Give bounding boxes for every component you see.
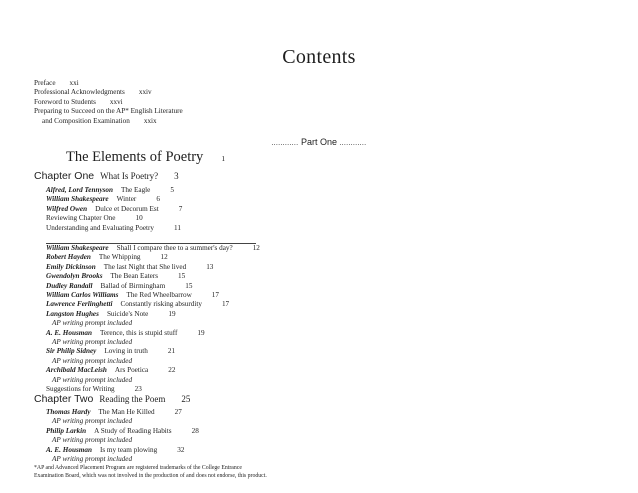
toc-entry — [46, 244, 260, 253]
entry-page: 15 — [178, 272, 186, 281]
entry-page: 19 — [197, 328, 205, 337]
prompt-note: AP writing prompt included — [52, 356, 133, 365]
entry-page: 5 — [170, 186, 174, 194]
entry-author: Emily Dickinson — [46, 262, 96, 271]
front-matter-page: xxix — [143, 116, 157, 125]
entry-author: Alfred, Lord Tennyson — [46, 186, 114, 194]
toc-entry — [46, 427, 199, 436]
entry-title: Dulce et Decorum Est — [95, 204, 159, 213]
toc-entry — [46, 329, 260, 338]
front-matter-item — [34, 88, 183, 97]
entry-page: 6 — [156, 195, 160, 204]
chapter-one-entries-b — [46, 244, 260, 395]
chapter-one-entries-a — [46, 186, 182, 233]
entry-page: 17 — [221, 300, 230, 309]
entry-page: 15 — [185, 281, 193, 290]
toc-entry — [46, 446, 199, 455]
entry-page: 17 — [211, 291, 219, 300]
entry-title: Constantly risking absurdity — [120, 300, 202, 309]
entry-author: Philip Larkin — [46, 426, 87, 435]
entry-page: 22 — [168, 366, 176, 375]
entry-author: Dudley Randall — [46, 281, 93, 290]
front-matter-item — [34, 117, 183, 126]
chapter-one-heading — [34, 170, 179, 182]
chapter-one-label: Chapter One — [34, 170, 95, 182]
entry-title: The Whipping — [98, 253, 141, 262]
front-matter-title: and Composition Examination — [42, 116, 130, 125]
chapter-one-title: What Is Poetry? — [100, 171, 159, 181]
entry-title: Is my team plowing — [99, 445, 158, 454]
entry-page: 12 — [160, 253, 168, 262]
front-matter-title: Preface — [34, 79, 56, 87]
entry-page: 12 — [252, 244, 260, 252]
front-matter-title: Foreword to Students — [34, 97, 96, 106]
entry-author: A. E. Housman — [46, 328, 92, 337]
prompt-note: AP writing prompt included — [52, 338, 133, 347]
chapter-two-entries — [46, 408, 199, 464]
footnote-line: *AP and Advanced Placement Program are registered trademarks of the College Entrance — [34, 465, 242, 471]
entry-page: 11 — [174, 223, 181, 232]
toc-entry — [46, 366, 260, 375]
entry-page: 10 — [135, 214, 143, 223]
part-dots-left: ............ — [271, 139, 299, 147]
entry-title: The Man He Killed — [98, 408, 155, 416]
front-matter-item — [34, 107, 183, 116]
chapter-two-heading — [34, 393, 190, 405]
entry-author: William Shakespeare — [46, 244, 109, 252]
part-dots-right: ............ — [339, 139, 367, 147]
entry-author: Sir Philip Sidney — [46, 347, 97, 356]
entry-page: 23 — [134, 385, 142, 394]
entry-title: Understanding and Evaluating Poetry — [46, 223, 154, 232]
toc-entry — [46, 291, 260, 300]
chapter-two-label: Chapter Two — [34, 393, 94, 405]
entry-title: Ars Poetica — [114, 366, 149, 375]
entry-title: Suicide's Note — [106, 309, 149, 318]
toc-entry — [46, 195, 182, 204]
toc-entry — [46, 282, 260, 291]
toc-entry — [46, 224, 182, 233]
part-heading — [0, 137, 638, 147]
entry-title: Suggestions for Writing — [46, 385, 115, 394]
footnote — [34, 465, 267, 480]
front-matter-item — [34, 98, 183, 107]
entry-author: Langston Hughes — [46, 309, 99, 318]
chapter-one-page: 3 — [174, 171, 179, 181]
entry-title: Winter — [116, 195, 137, 204]
prompt-note: AP writing prompt included — [52, 375, 133, 384]
entry-author: Lawrence Ferlinghetti — [46, 300, 113, 309]
entry-page: 7 — [178, 204, 183, 213]
prompt-note: AP writing prompt included — [52, 436, 133, 445]
entry-author: Robert Hayden — [46, 253, 91, 262]
section-heading — [66, 149, 225, 166]
toc-entry — [46, 347, 260, 356]
toc-entry — [46, 300, 260, 309]
entry-title: The Red Wheelbarrow — [126, 291, 192, 300]
front-matter-title: Preparing to Succeed on the AP* English Literature — [34, 107, 183, 116]
entry-page: 28 — [191, 426, 199, 435]
entry-title: Reviewing Chapter One — [46, 214, 116, 223]
front-matter-title: Professional Acknowledgments — [34, 88, 125, 97]
entry-author: William Shakespeare — [46, 195, 109, 204]
toc-entry — [46, 408, 199, 417]
front-matter-list — [34, 79, 183, 126]
entry-author: William Carlos Williams — [46, 291, 119, 300]
entry-page: 32 — [177, 445, 185, 454]
entry-page: 21 — [167, 347, 176, 356]
section-page: 1 — [221, 154, 226, 163]
toc-entry — [46, 263, 260, 272]
entry-author: Wilfred Owen — [46, 204, 88, 213]
front-matter-page: xxiv — [138, 88, 152, 97]
footnote-line: Examination Board, which was not involved in the production of and does not endorse, this product. — [34, 472, 267, 479]
prompt-note: AP writing prompt included — [52, 319, 133, 328]
entry-author: Gwendolyn Brooks — [46, 272, 103, 281]
entry-page: 19 — [168, 309, 176, 318]
entry-title: The last Night that She lived — [103, 262, 187, 271]
entry-page: 13 — [206, 262, 214, 271]
toc-entry — [46, 214, 182, 223]
front-matter-page: xxvi — [109, 97, 123, 106]
toc-entry — [46, 186, 182, 195]
entry-title: Loving in truth — [104, 347, 148, 356]
section-title: The Elements of Poetry — [66, 149, 204, 165]
front-matter-page: xxi — [69, 79, 79, 87]
entry-title: Shall I compare thee to a summer's day? — [116, 244, 233, 252]
toc-entry — [46, 310, 260, 319]
prompt-note: AP writing prompt included — [52, 455, 133, 464]
entry-author: A. E. Housman — [46, 445, 92, 454]
entry-title: The Eagle — [121, 186, 151, 194]
entry-title: A Study of Reading Habits — [94, 426, 172, 435]
entry-author: Archibald MacLeish — [46, 366, 107, 375]
prompt-note: AP writing prompt included — [52, 417, 133, 426]
entry-title: Ballad of Birmingham — [100, 281, 166, 290]
entry-title: Terence, this is stupid stuff — [99, 328, 178, 337]
entry-title: The Bean Eaters — [110, 272, 159, 281]
toc-entry — [46, 205, 182, 214]
part-label: Part One — [300, 137, 338, 147]
toc-entry — [46, 272, 260, 281]
toc-entry — [46, 253, 260, 262]
entry-page: 27 — [174, 408, 182, 416]
front-matter-item — [34, 79, 183, 88]
entry-author: Thomas Hardy — [46, 408, 91, 416]
chapter-two-page: 25 — [181, 394, 191, 404]
chapter-two-title: Reading the Poem — [99, 394, 166, 404]
page-title: Contents — [282, 46, 356, 68]
